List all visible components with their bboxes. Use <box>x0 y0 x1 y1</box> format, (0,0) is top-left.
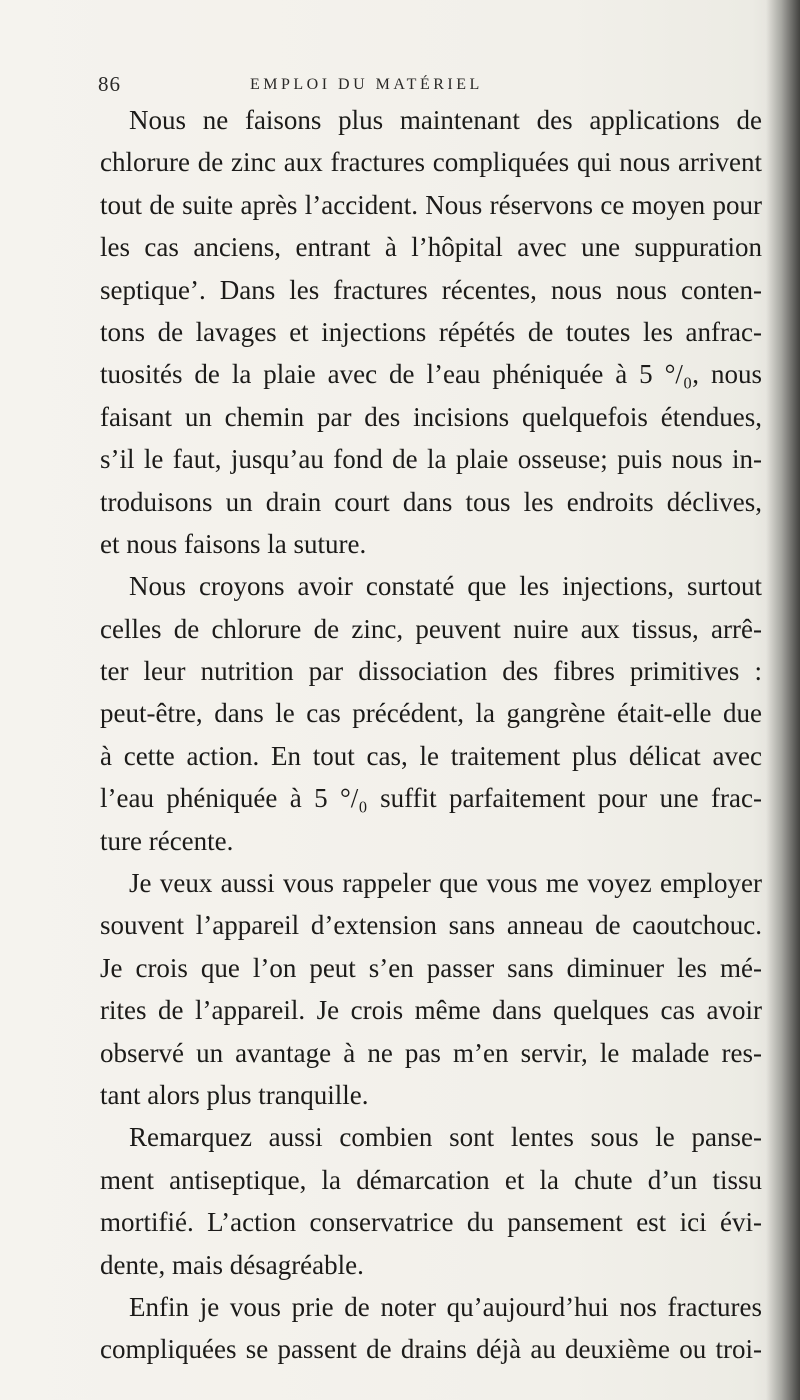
text-line: septique’. Dans les fractures récentes, nous nous conten- <box>100 274 762 305</box>
text-line: observé un avantage à ne pas m’en servir, le malade res- <box>100 1037 762 1068</box>
text-line: rites de l’appareil. Je crois même dans quelques cas avoir <box>100 995 762 1026</box>
page-number: 86 <box>98 72 121 96</box>
text-line: Nous ne faisons plus maintenant des applications de <box>129 105 762 135</box>
text-line: peut-être, dans le cas précédent, la gangrène était-elle due <box>100 698 762 729</box>
text-line: les cas anciens, entrant à l’hôpital avec une suppuration <box>100 232 762 263</box>
text-line: Remarquez aussi combien sont lentes sous le panse- <box>129 1122 762 1153</box>
text-line: Enfin je vous prie de noter qu’aujourd’hui nos fractures <box>129 1291 762 1322</box>
page-binding-shadow <box>766 0 800 1400</box>
text-line: tons de lavages et injections répétés de toutes les anfrac- <box>100 316 762 347</box>
text-line: troduisons un drain court dans tous les endroits déclives, <box>100 486 762 517</box>
text-line: à cette action. En tout cas, le traitement plus délicat avec <box>100 740 762 771</box>
text-line: ter leur nutrition par dissociation des fibres primitives : <box>100 656 762 687</box>
text-line: souvent l’appareil d’extension sans anneau de caoutchouc. <box>100 910 762 941</box>
running-title: EMPLOI DU MATÉRIEL <box>250 76 483 93</box>
page-header <box>98 72 738 102</box>
text-line: tout de suite après l’accident. Nous réservons ce moyen pour <box>100 189 762 220</box>
text-line: chlorure de zinc aux fractures compliquées qui nous arrivent <box>100 147 762 178</box>
text-line: Je veux aussi vous rappeler que vous me voyez employer <box>129 868 762 899</box>
text-line: faisant un chemin par des incisions quelquefois étendues, <box>100 401 762 432</box>
body-text <box>100 99 762 1371</box>
text-line: mortifié. L’action conservatrice du pansement est ici évi- <box>100 1207 762 1238</box>
text-line: s’il le faut, jusqu’au fond de la plaie osseuse; puis nous in- <box>100 444 762 475</box>
text-line: Je crois que l’on peut s’en passer sans diminuer les mé- <box>100 952 762 983</box>
text-line: ment antiseptique, la démarcation et la chute d’un tissu <box>100 1164 762 1195</box>
text-line: ture récente. <box>100 825 234 856</box>
text-line: et nous faisons la suture. <box>100 528 367 559</box>
text-line: Nous croyons avoir constaté que les injections, surtout <box>129 571 762 602</box>
text-line: compliquées se passent de drains déjà au deuxième ou troi- <box>100 1334 762 1365</box>
text-line: tuosités de la plaie avec de l’eau phéniquée à 5 °/₀, nous <box>100 359 762 390</box>
text-line: celles de chlorure de zinc, peuvent nuire aux tissus, arrê- <box>100 613 762 644</box>
text-line: tant alors plus tranquille. <box>100 1079 369 1110</box>
text-line: l’eau phéniquée à 5 °/₀ suffit parfaitement pour une frac- <box>100 783 762 814</box>
text-line: dente, mais désagréable. <box>100 1249 364 1280</box>
